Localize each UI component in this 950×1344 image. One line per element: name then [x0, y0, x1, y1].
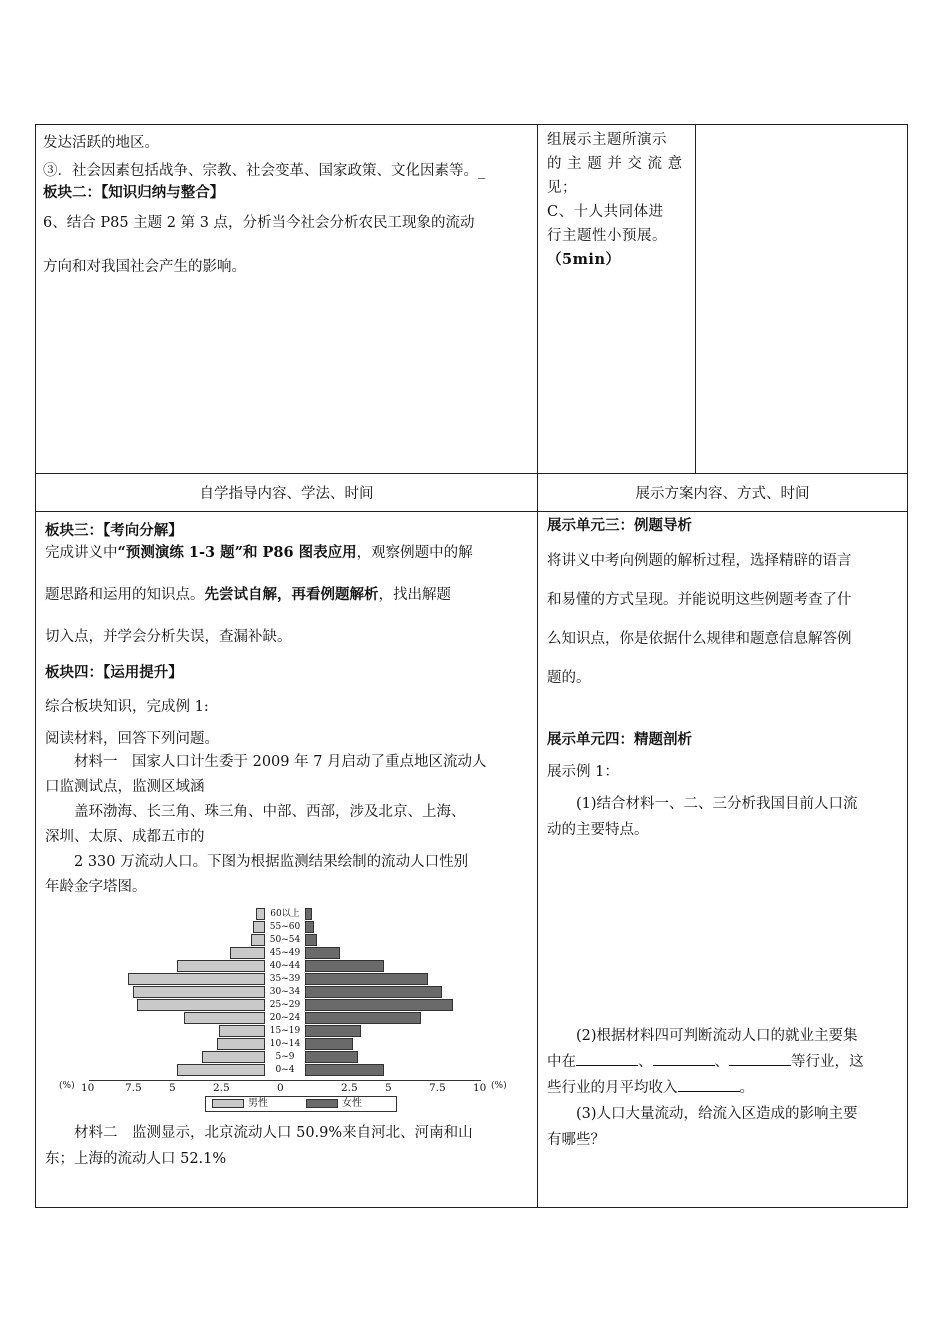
axis-line [89, 1080, 481, 1081]
text-line: C、十人共同体进 [547, 204, 664, 220]
text-span: ，观察例题中的解 [356, 545, 473, 561]
bar-male [177, 960, 265, 972]
legend-label-male: 男性 [248, 1098, 268, 1109]
bar-female [305, 908, 312, 920]
age-label: 25~29 [269, 1000, 301, 1010]
text-line: ③．社会因素包括战争、宗教、社会变革、国家政策、文化因素等。_ [43, 163, 486, 179]
x-unit-right: (%) [491, 1081, 507, 1091]
text-span: 些行业的月平均收入 [547, 1080, 678, 1096]
text-line: 阅读材料，回答下列问题。 [45, 731, 219, 747]
text-span: ，找出解题 [378, 587, 451, 603]
material1-line3: 盖环渤海、长三角、珠三角、中部、西部，涉及北京、上海、 [74, 804, 466, 820]
bar-female [305, 1051, 358, 1063]
chart-legend [205, 1096, 397, 1112]
text-line: 综合板块知识，完成例 1: [45, 699, 209, 715]
section3-para-line3: 切入点，并学会分析失误，查漏补缺。 [45, 629, 292, 645]
question3-line2: 有哪些？ [547, 1132, 605, 1148]
text-line: 组展示主题所演示 [547, 132, 667, 148]
bar-male [256, 908, 265, 920]
text-span: 题思路和运用的知识点。 [45, 587, 205, 603]
section2-title: 板块二：【知识归纳与整合】 [43, 184, 225, 201]
question2-line2 [547, 1049, 899, 1075]
bar-female [305, 986, 442, 998]
age-label: 20~24 [269, 1013, 301, 1023]
material1-line4: 深圳、太原、成都五市的 [45, 829, 205, 845]
answer-blank-4[interactable] [678, 1077, 740, 1092]
x-tick-label: 7.5 [429, 1082, 446, 1094]
unit3-line3: 么知识点，你是依据什么规律和题意信息解答例 [547, 631, 852, 647]
x-unit-left: (%) [59, 1081, 75, 1091]
age-label: 45~49 [269, 948, 301, 958]
bar-female [305, 973, 428, 985]
lesson-table [35, 124, 908, 1208]
bar-female [305, 960, 384, 972]
bar-female [305, 1025, 361, 1037]
top-left-cell [36, 125, 538, 474]
age-label: 60以上 [270, 909, 300, 919]
text-span: 等行业，这 [791, 1054, 864, 1070]
age-label: 50~54 [269, 935, 301, 945]
age-label: 35~39 [269, 974, 301, 984]
material2-line2: 东；上海的流动人口 52.1% [45, 1151, 227, 1167]
bar-male [219, 1025, 265, 1037]
age-label: 15~19 [269, 1026, 301, 1036]
right-column-header: 展示方案内容、方式、时间 [538, 474, 908, 512]
bar-female [305, 1012, 421, 1024]
main-left-cell [36, 512, 538, 1208]
age-label: 10~14 [269, 1039, 301, 1049]
text-span: 中在 [547, 1054, 576, 1070]
age-label: 30~34 [269, 987, 301, 997]
unit3-title: 展示单元三：例题导析 [547, 517, 692, 534]
material2-line1: 材料二 监测显示，北京流动人口 50.9%来自河北、河南和山 [74, 1125, 473, 1141]
question2-line1: (2)根据材料四可判断流动人口的就业主要集 [576, 1028, 858, 1044]
material1-line2: 口监测试点，监测区域涵 [45, 779, 205, 795]
text-span: 。 [739, 1080, 754, 1096]
main-right-cell [538, 512, 908, 1208]
x-tick-label: 2.5 [213, 1082, 230, 1094]
bar-male [253, 921, 265, 933]
text-line: 的 主 题 并 交 流 意 [547, 156, 683, 172]
x-tick-label: 5 [169, 1082, 176, 1094]
time-note: （5min） [547, 251, 621, 268]
bar-female [305, 921, 314, 933]
x-tick-label: 7.5 [125, 1082, 142, 1094]
bar-female [305, 1038, 353, 1050]
text-span: 、 [714, 1054, 729, 1070]
question-6-line1: 6、结合 P85 主题 2 第 3 点，分析当今社会分析农民工现象的流动 [43, 215, 475, 231]
bar-male [137, 999, 265, 1011]
top-right-cell [696, 125, 908, 474]
material1-line6: 年龄金字塔图。 [45, 879, 147, 895]
age-label: 40~44 [269, 961, 301, 971]
age-label: 5~9 [275, 1052, 295, 1062]
left-column-header: 自学指导内容、学法、时间 [36, 474, 538, 512]
bar-female [305, 947, 340, 959]
population-pyramid-chart [59, 906, 507, 1116]
answer-blank-2[interactable] [653, 1051, 715, 1066]
answer-blank-1[interactable] [576, 1051, 638, 1066]
question1-line2: 动的主要特点。 [547, 822, 649, 838]
answer-blank-3[interactable] [729, 1051, 791, 1066]
section3-para-line2 [45, 584, 530, 606]
text-span: 、 [638, 1054, 653, 1070]
example1-label: 展示例 1： [547, 764, 619, 780]
section3-title: 板块三：【考向分解】 [45, 522, 183, 539]
text-line: 发达活跃的地区。 [43, 135, 159, 151]
unit3-line1: 将讲义中考向例题的解析过程，选择精辟的语言 [547, 553, 852, 569]
top-middle-cell [538, 125, 696, 474]
text-line: 行主题性小预展。 [547, 228, 667, 244]
question3-line1: (3)人口大量流动，给流入区造成的影响主要 [576, 1106, 858, 1122]
question2-line3 [547, 1075, 899, 1101]
unit4-title: 展示单元四：精题剖析 [547, 731, 692, 748]
bar-female [305, 999, 453, 1011]
bar-female [305, 934, 317, 946]
bar-male [184, 1012, 265, 1024]
unit3-line2: 和易懂的方式呈现。并能说明这些例题考查了什 [547, 592, 852, 608]
legend-swatch-male [212, 1099, 244, 1108]
section3-para-line1 [45, 542, 530, 564]
section4-title: 板块四：【运用提升】 [45, 664, 183, 681]
age-label: 55~60 [269, 922, 301, 932]
material1-line5: 2 330 万流动人口。下图为根据监测结果绘制的流动人口性别 [74, 854, 469, 870]
material1-line1: 材料一 国家人口计生委于 2009 年 7 月启动了重点地区流动人 [74, 754, 487, 770]
legend-label-female: 女性 [342, 1098, 362, 1109]
text-span-bold: “预测演练 1-3 题”和 P86 图表应用 [117, 544, 357, 561]
x-tick-label: 2.5 [341, 1082, 358, 1094]
unit3-line4: 题的。 [547, 670, 591, 686]
bar-male [133, 986, 265, 998]
bar-male [230, 947, 265, 959]
bar-male [177, 1064, 265, 1076]
bar-male [251, 934, 265, 946]
bar-male [202, 1051, 265, 1063]
question-6-line2: 方向和对我国社会产生的影响。 [43, 259, 246, 275]
bar-female [305, 1064, 384, 1076]
x-tick-label: 10 [81, 1082, 95, 1094]
x-tick-label: 10 [473, 1082, 487, 1094]
legend-swatch-female [306, 1099, 338, 1108]
text-span: 完成讲义中 [45, 545, 118, 561]
age-label: 0~4 [275, 1065, 295, 1075]
x-tick-label: 5 [385, 1082, 392, 1094]
bar-male [128, 973, 265, 985]
text-line: 见； [547, 180, 577, 196]
text-span-bold: 先尝试自解，再看例题解析 [204, 586, 379, 603]
x-tick-label: 0 [277, 1082, 284, 1094]
worksheet [35, 124, 907, 1208]
bar-male [217, 1038, 265, 1050]
question1-line1: (1)结合材料一、二、三分析我国目前人口流 [576, 796, 858, 812]
